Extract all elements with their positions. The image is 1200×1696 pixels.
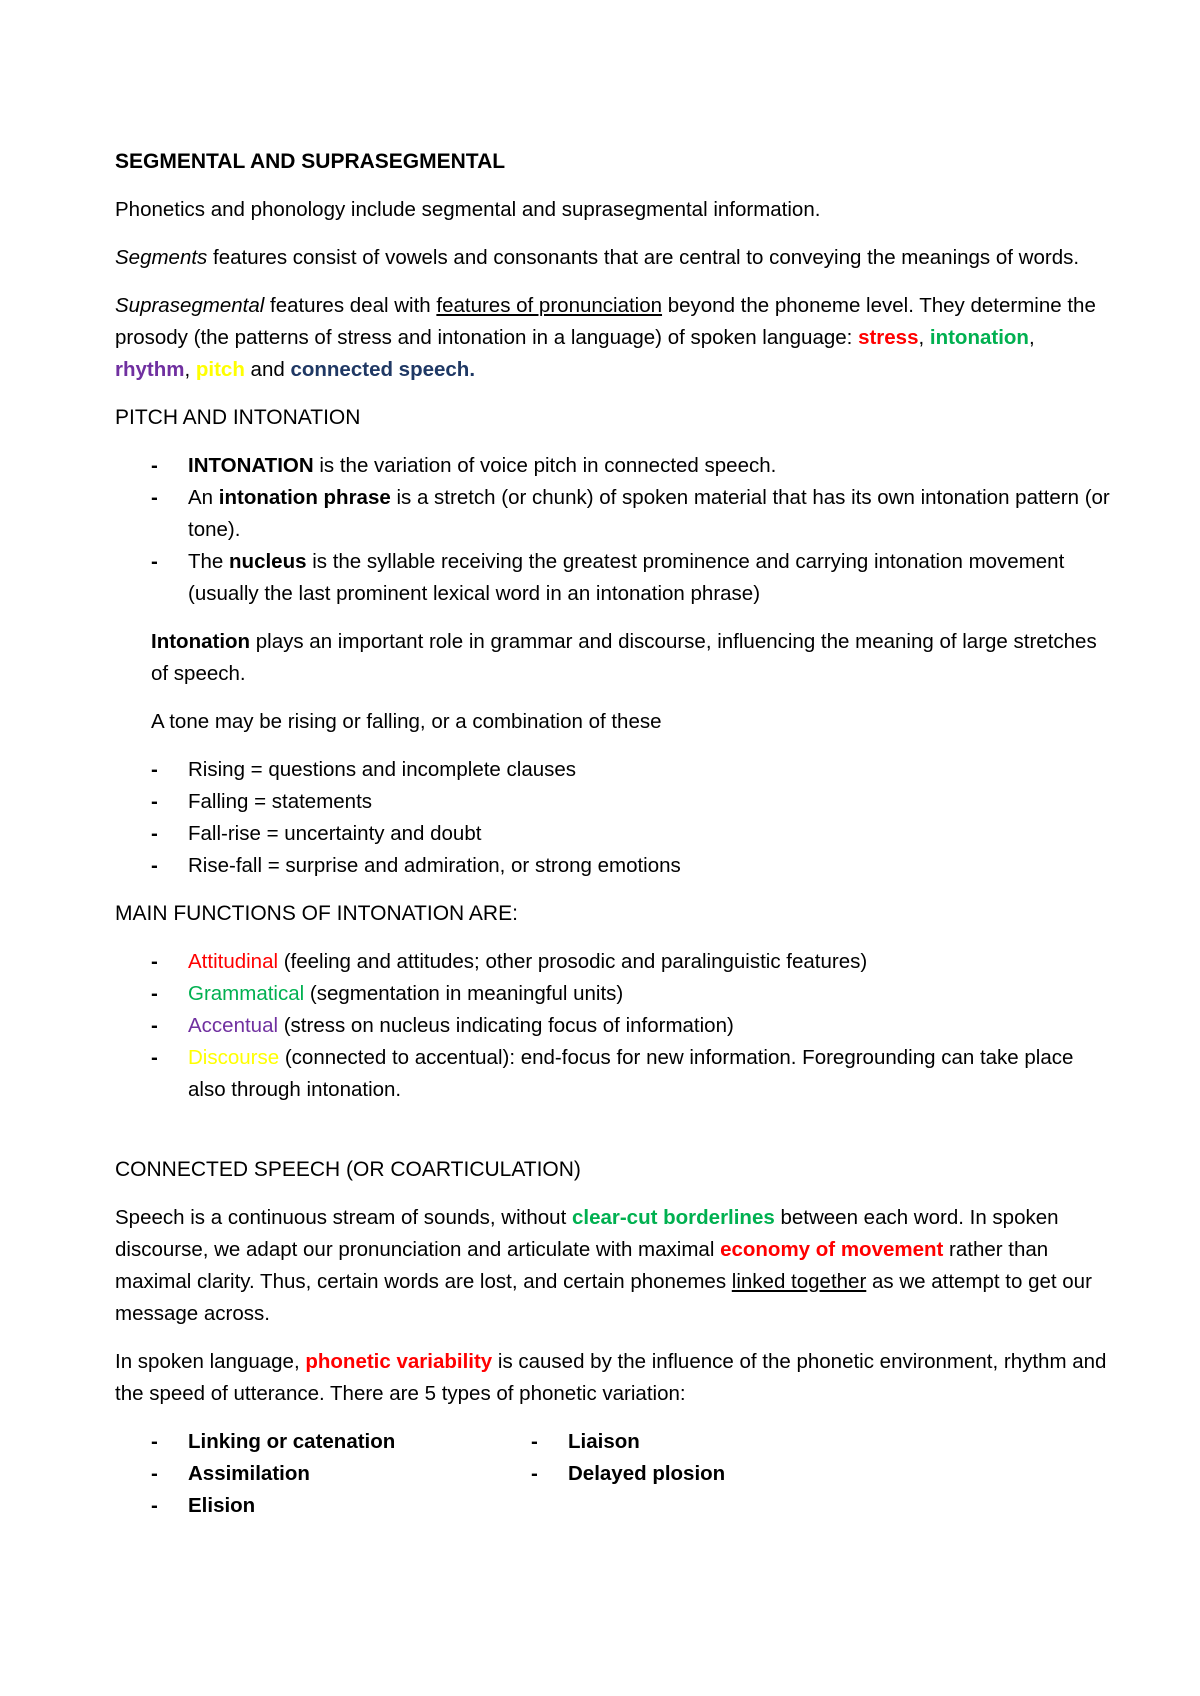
connected-speech-paragraph bbox=[115, 1202, 1115, 1330]
tone-list bbox=[115, 754, 1115, 882]
section-title-connected-speech: CONNECTED SPEECH (OR COARTICULATION) bbox=[115, 1158, 581, 1181]
variation-types-left bbox=[115, 1426, 495, 1522]
list-item-prefix: An bbox=[188, 486, 219, 509]
document-page bbox=[115, 146, 1115, 1522]
list-item-text: (segmentation in meaningful units) bbox=[304, 982, 624, 1005]
tone-paragraph: A tone may be rising or falling, or a combination of these bbox=[151, 710, 662, 733]
features-of-pronunciation: features of pronunciation bbox=[436, 294, 663, 317]
term-nucleus: nucleus bbox=[229, 550, 307, 573]
suprasegmental-paragraph bbox=[115, 290, 1115, 386]
segments-paragraph bbox=[115, 242, 1115, 274]
term-stress: stress bbox=[858, 326, 919, 349]
list-item-text: is the syllable receiving the greatest prominence and carrying intonation movement (usually the last prominent lexical word in an intonation phrase) bbox=[188, 550, 1065, 605]
list-item-text: (stress on nucleus indicating focus of information) bbox=[278, 1014, 734, 1037]
term-connected-speech: connected speech. bbox=[290, 358, 476, 381]
role-text: plays an important role in grammar and discourse, influencing the meaning of large stretches of speech. bbox=[151, 630, 1097, 685]
term-accentual: Accentual bbox=[188, 1014, 279, 1037]
section-title-segmental: SEGMENTAL AND SUPRASEGMENTAL bbox=[115, 150, 506, 173]
list-item-text: is a stretch (or chunk) of spoken material that has its own intonation pattern (or tone). bbox=[188, 486, 1110, 541]
segments-text: features consist of vowels and consonants that are central to conveying the meanings of words. bbox=[207, 246, 1080, 269]
term-grammatical: Grammatical bbox=[188, 982, 305, 1005]
functions-list bbox=[115, 946, 1115, 1106]
term-economy-of-movement: economy of movement bbox=[720, 1238, 944, 1261]
text-run: between each word. In spoken discourse, we adapt our pronunciation and articulate with maximal bbox=[115, 1206, 1059, 1261]
suprasegmental-text-1: features deal with bbox=[264, 294, 437, 317]
list-item bbox=[115, 450, 1115, 482]
phonetic-variability-paragraph bbox=[115, 1346, 1115, 1410]
list-item: - Liaison bbox=[495, 1426, 875, 1458]
list-item: - Linking or catenation bbox=[115, 1426, 495, 1458]
term-clear-cut-borderlines: clear-cut borderlines bbox=[571, 1206, 775, 1229]
variation-types-right bbox=[495, 1426, 875, 1522]
term-attitudinal: Attitudinal bbox=[188, 950, 279, 973]
list-item-text: (feeling and attitudes; other prosodic and paralinguistic features) bbox=[278, 950, 868, 973]
text-run: rather than maximal clarity. Thus, certain words are lost, and certain phonemes bbox=[115, 1238, 1049, 1293]
list-item bbox=[115, 546, 1115, 610]
suprasegmental-text-2: beyond the phoneme level. They determine the prosody (the patterns of stress and intonation in a language) of spoken language: bbox=[115, 294, 1096, 349]
list-item: - Rising = questions and incomplete clauses bbox=[115, 754, 1115, 786]
list-item-text: (connected to accentual): end-focus for new information. Foregrounding can take place also through intonation. bbox=[188, 1046, 1074, 1101]
section-title-pitch: PITCH AND INTONATION bbox=[115, 406, 361, 429]
list-item: - Assimilation bbox=[115, 1458, 495, 1490]
term-intonation-role: Intonation bbox=[151, 630, 251, 653]
list-item: - Fall-rise = uncertainty and doubt bbox=[115, 818, 1115, 850]
list-item: - Falling = statements bbox=[115, 786, 1115, 818]
term-linked-together: linked together bbox=[731, 1270, 867, 1293]
term-intonation-caps: INTONATION bbox=[188, 454, 314, 477]
list-item bbox=[115, 946, 1115, 978]
comma-2: , bbox=[1028, 326, 1035, 349]
variation-types bbox=[115, 1426, 1115, 1522]
term-pitch: pitch bbox=[195, 358, 245, 381]
list-item bbox=[115, 978, 1115, 1010]
intonation-role-paragraph bbox=[151, 626, 1115, 690]
list-item bbox=[115, 1010, 1115, 1042]
text-run: In spoken language, bbox=[115, 1350, 306, 1373]
term-intonation: intonation bbox=[929, 326, 1029, 349]
comma-3: , bbox=[184, 358, 196, 381]
term-phonetic-variability: phonetic variability bbox=[305, 1350, 493, 1373]
list-item bbox=[115, 482, 1115, 546]
term-discourse: Discourse bbox=[188, 1046, 280, 1069]
list-item: - Elision bbox=[115, 1490, 495, 1522]
list-item-prefix: The bbox=[188, 550, 230, 573]
section-title-functions: MAIN FUNCTIONS OF INTONATION ARE: bbox=[115, 902, 518, 925]
text-run: as we attempt to get our message across. bbox=[115, 1270, 1092, 1325]
intonation-definitions-list bbox=[115, 450, 1115, 610]
segments-term: Segments bbox=[115, 246, 208, 269]
suprasegmental-term: Suprasegmental bbox=[115, 294, 265, 317]
and-text: and bbox=[244, 358, 291, 381]
term-intonation-phrase: intonation phrase bbox=[218, 486, 391, 509]
comma-1: , bbox=[918, 326, 930, 349]
text-run: Speech is a continuous stream of sounds, without bbox=[115, 1206, 572, 1229]
list-item: - Delayed plosion bbox=[495, 1458, 875, 1490]
text-run: is caused by the influence of the phonetic environment, rhythm and the speed of utterance. There are 5 types of phonetic variation: bbox=[115, 1350, 1107, 1405]
spacer bbox=[115, 1122, 1115, 1154]
term-rhythm: rhythm bbox=[115, 358, 185, 381]
intro-paragraph: Phonetics and phonology include segmental and suprasegmental information. bbox=[115, 198, 821, 221]
list-item-text: is the variation of voice pitch in connected speech. bbox=[313, 454, 777, 477]
list-item bbox=[115, 1042, 1115, 1106]
list-item: - Rise-fall = surprise and admiration, or strong emotions bbox=[115, 850, 1115, 882]
